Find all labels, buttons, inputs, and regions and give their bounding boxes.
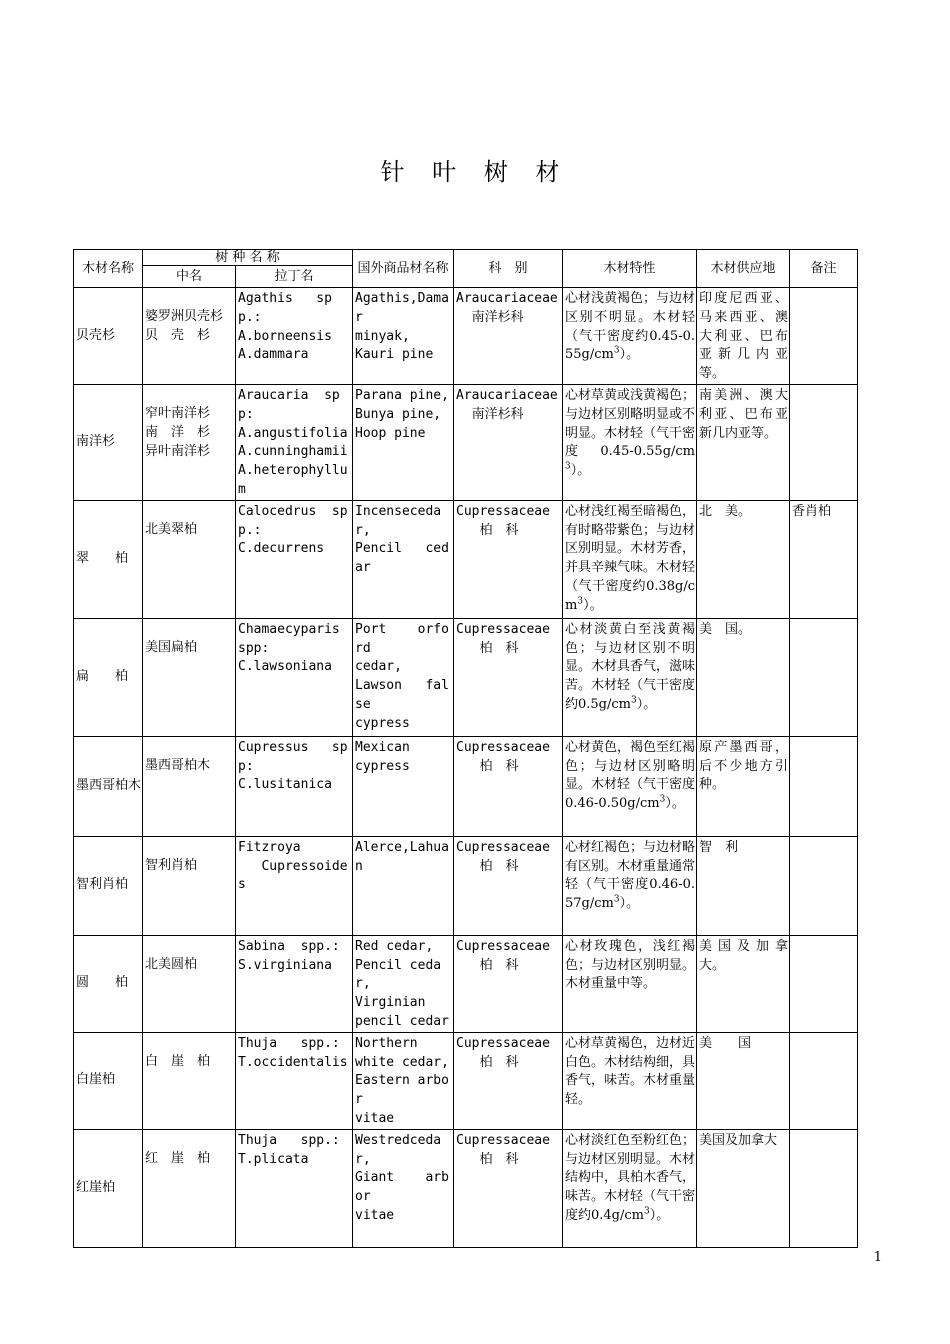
cell-family: Araucariaceae 南洋杉科 — [454, 288, 563, 385]
cell-family: Cupressaceae 柏 科 — [454, 935, 563, 1032]
table-row — [74, 500, 858, 618]
cell-family: Cupressaceae 柏 科 — [454, 736, 563, 836]
cell-trade-name: Westredcedar, Giant arbor vitae — [353, 1129, 454, 1247]
property-tail: ）。 — [619, 347, 640, 363]
cell-cn-name: 墨西哥柏木 — [143, 736, 236, 836]
cell-property — [563, 935, 697, 1032]
table-row — [74, 384, 858, 500]
cell-trade-name: Red cedar, Pencil cedar, Virginian pencil cedar — [353, 935, 454, 1032]
cell-remark — [790, 618, 858, 736]
table-row — [74, 836, 858, 935]
cell-property — [563, 1032, 697, 1129]
cell-property — [563, 384, 697, 500]
cell-origin: 印度尼西亚、马来西亚、澳大利亚、巴布亚新几内亚等。 — [697, 288, 790, 385]
cell-cn-name: 白 崖 柏 — [143, 1032, 236, 1129]
header-cn-name: 中名 — [143, 266, 236, 288]
cell-origin: 美 国 — [697, 1032, 790, 1129]
header-trade-name: 国外商品材名称 — [353, 250, 454, 288]
table-row — [74, 935, 858, 1032]
cell-origin: 原产墨西哥，后不少地方引种。 — [697, 736, 790, 836]
header-remark: 备注 — [790, 250, 858, 288]
cell-wood-name: 白崖柏 — [74, 1032, 143, 1129]
cell-wood-name: 贝壳杉 — [74, 288, 143, 385]
page-number: 1 — [873, 1250, 882, 1265]
property-text: 心材浅黄褐色；与边材区别不明显。木材轻（气干密度约0.45-0.55g/cm — [565, 291, 696, 363]
cubic-superscript: 3 — [630, 695, 637, 706]
header-family: 科 别 — [454, 250, 563, 288]
table-row — [74, 618, 858, 736]
cell-remark: 香肖柏 — [790, 500, 858, 618]
table-row — [74, 288, 858, 385]
cell-origin: 南美洲、澳大利亚、巴布亚新几内亚等。 — [697, 384, 790, 500]
cubic-superscript: 3 — [565, 461, 571, 472]
property-tail: ）。 — [636, 696, 657, 712]
cell-wood-name: 红崖柏 — [74, 1129, 143, 1247]
table-body — [74, 288, 858, 1248]
property-text: 心材草黄褐色，边材近白色。木材结构细，具香气，味苦。木材重量轻。 — [565, 1035, 696, 1108]
cell-latin-name: Fitzroya Cupressoides — [236, 836, 353, 935]
cell-origin: 美国及加拿大 — [697, 1129, 790, 1247]
property-text: 心材玫瑰色，浅红褐色；与边材区别明显。木材重量中等。 — [565, 938, 696, 992]
cell-family: Cupressaceae 柏 科 — [454, 836, 563, 935]
cell-cn-name: 智利肖柏 — [143, 836, 236, 935]
cell-remark — [790, 836, 858, 935]
cell-property — [563, 836, 697, 935]
cell-remark — [790, 1129, 858, 1247]
property-text: 心材淡红色至粉红色；与边材区别明显。木材结构中，具柏木香气，味苦。木材轻（气干密度约0.4g/cm — [565, 1132, 696, 1223]
cubic-superscript: 3 — [577, 596, 584, 607]
cell-origin: 美 国。 — [697, 618, 790, 736]
cell-remark — [790, 1032, 858, 1129]
property-tail: ）。 — [665, 796, 685, 812]
property-text: 心材草黄或浅黄褐色；与边材区别略明显或不明显。木材轻（气干密度0.45-0.55g/cm — [565, 387, 696, 460]
cell-wood-name: 墨西哥柏木 — [74, 736, 143, 836]
cell-latin-name: Araucaria spp: A.angustifolia A.cunninghamii A.heterophyllum — [236, 384, 353, 500]
cell-property — [563, 500, 697, 618]
cell-latin-name: Sabina spp.: S.virginiana — [236, 935, 353, 1032]
cell-origin: 智 利 — [697, 836, 790, 935]
property-tail: ）。 — [649, 1207, 670, 1223]
cell-family: Cupressaceae 柏 科 — [454, 1032, 563, 1129]
cell-wood-name: 南洋杉 — [74, 384, 143, 500]
property-text: 心材黄色，褐色至红褐色；与边材区别略明显。木材轻（气干密度0.46-0.50g/cm — [565, 739, 696, 812]
property-text: 心材淡黄白至浅黄褐色；与边材区别不明显。木材具香气，滋味苦。木材轻（气干密度约0.5g/cm — [565, 621, 696, 712]
table-row — [74, 1129, 858, 1247]
header-latin-name: 拉丁名 — [236, 266, 353, 288]
cell-cn-name: 窄叶南洋杉 南 洋 杉 异叶南洋杉 — [143, 384, 236, 500]
cell-property — [563, 1129, 697, 1247]
cell-trade-name: Parana pine, Bunya pine, Hoop pine — [353, 384, 454, 500]
cell-family: Cupressaceae 柏 科 — [454, 500, 563, 618]
cell-family: Cupressaceae 柏 科 — [454, 1129, 563, 1247]
cubic-superscript: 3 — [613, 894, 620, 905]
cell-trade-name: Mexican cypress — [353, 736, 454, 836]
cell-cn-name: 北美圆柏 — [143, 935, 236, 1032]
cell-cn-name: 美国扁柏 — [143, 618, 236, 736]
property-text: 心材浅红褐至暗褐色，有时略带紫色；与边材区别明显。木材芳香，并具辛辣气味。木材轻（气干密度约0.38g/cm — [565, 503, 696, 613]
cell-latin-name: Agathis spp.: A.borneensis A.dammara — [236, 288, 353, 385]
cell-wood-name: 圆 柏 — [74, 935, 143, 1032]
cell-family: Araucariaceae 南洋杉科 — [454, 384, 563, 500]
cell-origin: 美国及加拿大。 — [697, 935, 790, 1032]
cubic-superscript: 3 — [613, 346, 620, 357]
cell-trade-name: Alerce,Lahuan — [353, 836, 454, 935]
cell-latin-name: Thuja spp.: T.plicata — [236, 1129, 353, 1247]
cell-property — [563, 618, 697, 736]
header-property: 木材特性 — [563, 250, 697, 288]
table-row — [74, 736, 858, 836]
page-title: 针 叶 树 材 — [380, 158, 570, 186]
header-species-group: 树 种 名 称 — [143, 250, 353, 266]
cell-latin-name: Calocedrus spp.: C.decurrens — [236, 500, 353, 618]
table-row — [74, 1032, 858, 1129]
cell-latin-name: Thuja spp.: T.occidentalis — [236, 1032, 353, 1129]
cell-remark — [790, 384, 858, 500]
softwood-table — [73, 249, 858, 1248]
cubic-superscript: 3 — [659, 794, 666, 805]
header-wood-name: 木材名称 — [74, 250, 143, 288]
cell-trade-name: Agathis,Damar minyak, Kauri pine — [353, 288, 454, 385]
cell-property — [563, 736, 697, 836]
property-tail: ）。 — [619, 896, 640, 912]
property-text: 心材红褐色；与边材略有区别。木材重量通常轻（气干密度0.46-0.57g/cm — [565, 839, 696, 912]
property-tail: ）。 — [583, 597, 603, 613]
cell-property — [563, 288, 697, 385]
cell-remark — [790, 288, 858, 385]
cell-latin-name: Cupressus spp: C.lusitanica — [236, 736, 353, 836]
cell-wood-name: 智利肖柏 — [74, 836, 143, 935]
cell-trade-name: Port orford cedar, Lawson false cypress — [353, 618, 454, 736]
cell-cn-name: 婆罗洲贝壳杉 贝 壳 杉 — [143, 288, 236, 385]
cell-wood-name: 翠 柏 — [74, 500, 143, 618]
cell-trade-name: Incensecedar, Pencil cedar — [353, 500, 454, 618]
cell-cn-name: 红 崖 柏 — [143, 1129, 236, 1247]
cell-cn-name: 北美翠柏 — [143, 500, 236, 618]
cell-origin: 北 美。 — [697, 500, 790, 618]
cell-wood-name: 扁 柏 — [74, 618, 143, 736]
header-origin: 木材供应地 — [697, 250, 790, 288]
cell-trade-name: Northern white cedar, Eastern arbor vitae — [353, 1032, 454, 1129]
cell-latin-name: Chamaecyparis spp: C.lawsoniana — [236, 618, 353, 736]
cell-remark — [790, 736, 858, 836]
cubic-superscript: 3 — [643, 1206, 650, 1217]
property-tail: ）。 — [570, 463, 591, 479]
cell-family: Cupressaceae 柏 科 — [454, 618, 563, 736]
cell-remark — [790, 935, 858, 1032]
